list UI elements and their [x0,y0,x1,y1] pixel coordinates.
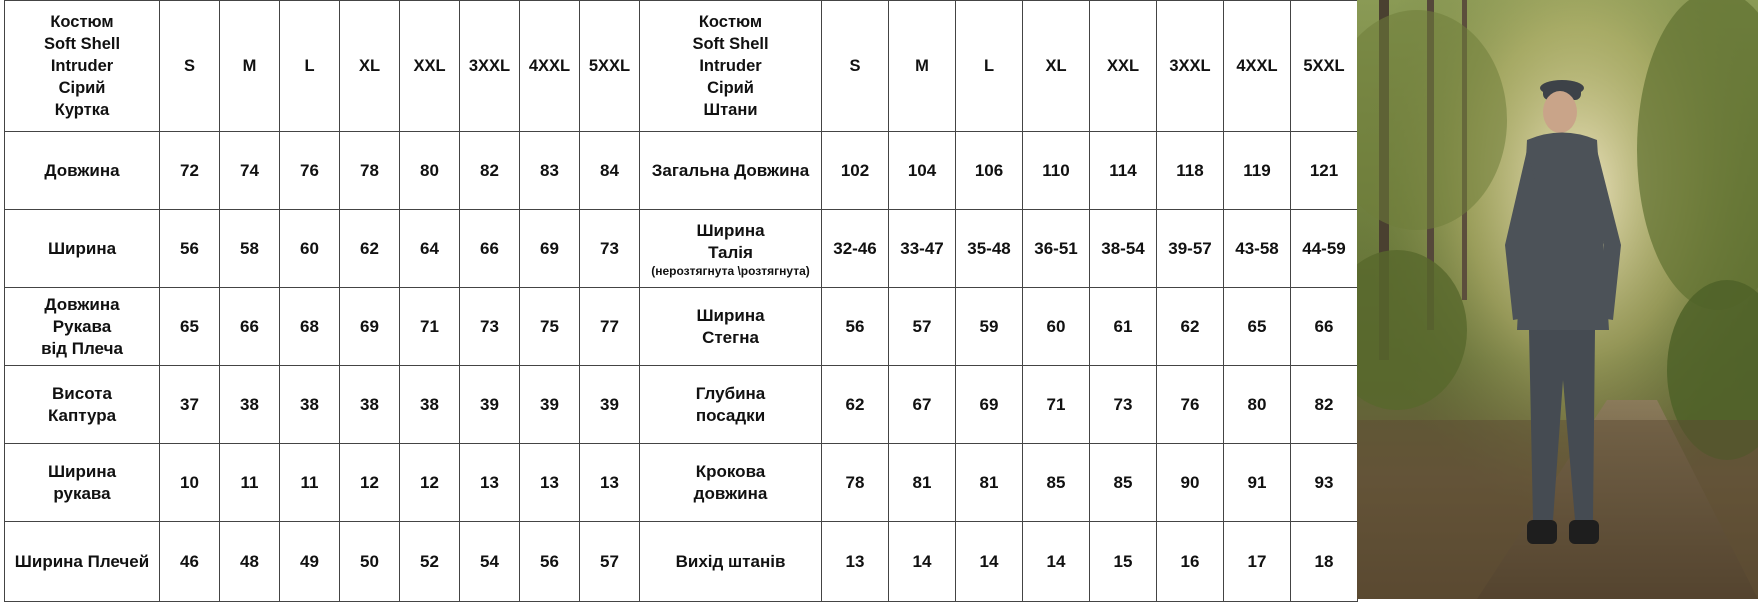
measurement-cell-s: 72 [160,132,220,210]
measurement-cell-3xxl: 90 [1157,444,1224,522]
measurement-cell-l: 106 [956,132,1023,210]
size-header-xxl: XXL [1090,1,1157,132]
measurement-cell-xl: 71 [1023,366,1090,444]
measurement-cell-5xxl: 44-59 [1291,210,1358,288]
model-photo [1357,0,1758,599]
row-label: Ширина Талія (нерозтягнута \розтягнута) [640,210,822,288]
measurement-cell-xl: 14 [1023,522,1090,602]
table-row [640,366,1358,444]
measurement-cell-m: 33-47 [889,210,956,288]
measurement-cell-xxl: 61 [1090,288,1157,366]
measurement-cell-xl: 69 [340,288,400,366]
measurement-cell-3xxl: 62 [1157,288,1224,366]
header-row [5,1,640,132]
measurement-cell-3xxl: 118 [1157,132,1224,210]
size-header-3xxl: 3XXL [1157,1,1224,132]
row-label: Довжина Рукава від Плеча [5,288,160,366]
measurement-cell-4xxl: 119 [1224,132,1291,210]
measurement-cell-xl: 12 [340,444,400,522]
measurement-cell-l: 38 [280,366,340,444]
measurement-cell-l: 59 [956,288,1023,366]
measurement-cell-xl: 36-51 [1023,210,1090,288]
measurement-cell-xl: 60 [1023,288,1090,366]
measurement-cell-4xxl: 39 [520,366,580,444]
measurement-cell-m: 67 [889,366,956,444]
measurement-cell-l: 69 [956,366,1023,444]
measurement-cell-xxl: 80 [400,132,460,210]
measurement-cell-4xxl: 13 [520,444,580,522]
measurement-cell-4xxl: 80 [1224,366,1291,444]
measurement-cell-5xxl: 66 [1291,288,1358,366]
measurement-cell-xxl: 12 [400,444,460,522]
row-label: Висота Каптура [5,366,160,444]
size-header-s: S [822,1,889,132]
measurement-cell-5xxl: 93 [1291,444,1358,522]
measurement-cell-l: 11 [280,444,340,522]
measurement-cell-xl: 85 [1023,444,1090,522]
measurement-cell-5xxl: 39 [580,366,640,444]
table-row [640,522,1358,602]
size-header-3xxl: 3XXL [460,1,520,132]
table-row [5,444,640,522]
size-header-m: M [220,1,280,132]
measurement-cell-l: 81 [956,444,1023,522]
measurement-cell-xl: 78 [340,132,400,210]
row-label: Ширина [5,210,160,288]
table-row [5,522,640,602]
measurement-cell-3xxl: 39 [460,366,520,444]
header-row [640,1,1358,132]
row-label: Глубина посадки [640,366,822,444]
measurement-cell-xxl: 52 [400,522,460,602]
measurement-cell-l: 14 [956,522,1023,602]
measurement-cell-s: 78 [822,444,889,522]
measurement-cell-3xxl: 54 [460,522,520,602]
measurement-cell-l: 35-48 [956,210,1023,288]
measurement-cell-s: 37 [160,366,220,444]
measurement-cell-l: 68 [280,288,340,366]
measurement-cell-s: 56 [822,288,889,366]
measurement-cell-5xxl: 121 [1291,132,1358,210]
row-label: Вихід штанів [640,522,822,602]
row-label: Ширина рукава [5,444,160,522]
measurement-cell-l: 49 [280,522,340,602]
measurement-cell-l: 60 [280,210,340,288]
measurement-cell-xxl: 71 [400,288,460,366]
measurement-cell-3xxl: 82 [460,132,520,210]
size-header-4xxl: 4XXL [1224,1,1291,132]
measurement-cell-xxl: 73 [1090,366,1157,444]
measurement-cell-xl: 50 [340,522,400,602]
size-header-l: L [280,1,340,132]
measurement-cell-m: 66 [220,288,280,366]
size-header-m: M [889,1,956,132]
measurement-cell-xl: 62 [340,210,400,288]
measurement-cell-5xxl: 82 [1291,366,1358,444]
row-label: Крокова довжина [640,444,822,522]
table-row [640,210,1358,288]
measurement-cell-m: 14 [889,522,956,602]
measurement-cell-s: 10 [160,444,220,522]
measurement-cell-xl: 110 [1023,132,1090,210]
size-header-xl: XL [340,1,400,132]
measurement-cell-xxl: 114 [1090,132,1157,210]
measurement-cell-3xxl: 13 [460,444,520,522]
measurement-cell-s: 65 [160,288,220,366]
measurement-cell-xxl: 15 [1090,522,1157,602]
measurement-cell-4xxl: 65 [1224,288,1291,366]
measurement-cell-4xxl: 17 [1224,522,1291,602]
measurement-cell-m: 81 [889,444,956,522]
measurement-cell-xxl: 38 [400,366,460,444]
measurement-cell-s: 56 [160,210,220,288]
size-header-l: L [956,1,1023,132]
measurement-cell-s: 46 [160,522,220,602]
measurement-cell-4xxl: 91 [1224,444,1291,522]
measurement-cell-xxl: 64 [400,210,460,288]
measurement-cell-4xxl: 56 [520,522,580,602]
measurement-cell-5xxl: 13 [580,444,640,522]
measurement-cell-xl: 38 [340,366,400,444]
size-header-xl: XL [1023,1,1090,132]
row-label: Довжина [5,132,160,210]
measurement-cell-m: 57 [889,288,956,366]
measurement-cell-s: 102 [822,132,889,210]
measurement-cell-3xxl: 39-57 [1157,210,1224,288]
table-title: Костюм Soft Shell Intruder Сірий Штани [640,1,822,132]
table-row [5,210,640,288]
measurement-cell-m: 48 [220,522,280,602]
measurement-cell-3xxl: 73 [460,288,520,366]
measurement-cell-5xxl: 18 [1291,522,1358,602]
pants-size-table [639,0,1358,602]
size-header-4xxl: 4XXL [520,1,580,132]
row-label: Ширина Плечей [5,522,160,602]
model-photo-icon [1357,0,1758,599]
row-label: Загальна Довжина [640,132,822,210]
measurement-cell-s: 13 [822,522,889,602]
measurement-cell-4xxl: 69 [520,210,580,288]
size-header-5xxl: 5XXL [1291,1,1358,132]
table-title: Костюм Soft Shell Intruder Сірий Куртка [5,1,160,132]
measurement-cell-5xxl: 77 [580,288,640,366]
measurement-cell-5xxl: 84 [580,132,640,210]
measurement-cell-m: 74 [220,132,280,210]
table-row [640,132,1358,210]
measurement-cell-m: 104 [889,132,956,210]
measurement-cell-xxl: 85 [1090,444,1157,522]
table-row [640,444,1358,522]
measurement-cell-l: 76 [280,132,340,210]
measurement-cell-4xxl: 75 [520,288,580,366]
table-row [5,132,640,210]
measurement-cell-3xxl: 16 [1157,522,1224,602]
measurement-cell-5xxl: 73 [580,210,640,288]
row-label: Ширина Стегна [640,288,822,366]
measurement-cell-m: 58 [220,210,280,288]
measurement-cell-4xxl: 43-58 [1224,210,1291,288]
measurement-cell-xxl: 38-54 [1090,210,1157,288]
measurement-cell-m: 38 [220,366,280,444]
measurement-cell-s: 32-46 [822,210,889,288]
size-header-xxl: XXL [400,1,460,132]
table-row [640,288,1358,366]
table-row [5,288,640,366]
jacket-size-table [4,0,640,602]
measurement-cell-m: 11 [220,444,280,522]
measurement-cell-3xxl: 76 [1157,366,1224,444]
size-header-5xxl: 5XXL [580,1,640,132]
measurement-cell-4xxl: 83 [520,132,580,210]
measurement-cell-3xxl: 66 [460,210,520,288]
measurement-cell-5xxl: 57 [580,522,640,602]
table-row [5,366,640,444]
measurement-cell-s: 62 [822,366,889,444]
row-sublabel: (нерозтягнута \розтягнута) [651,263,810,278]
size-header-s: S [160,1,220,132]
